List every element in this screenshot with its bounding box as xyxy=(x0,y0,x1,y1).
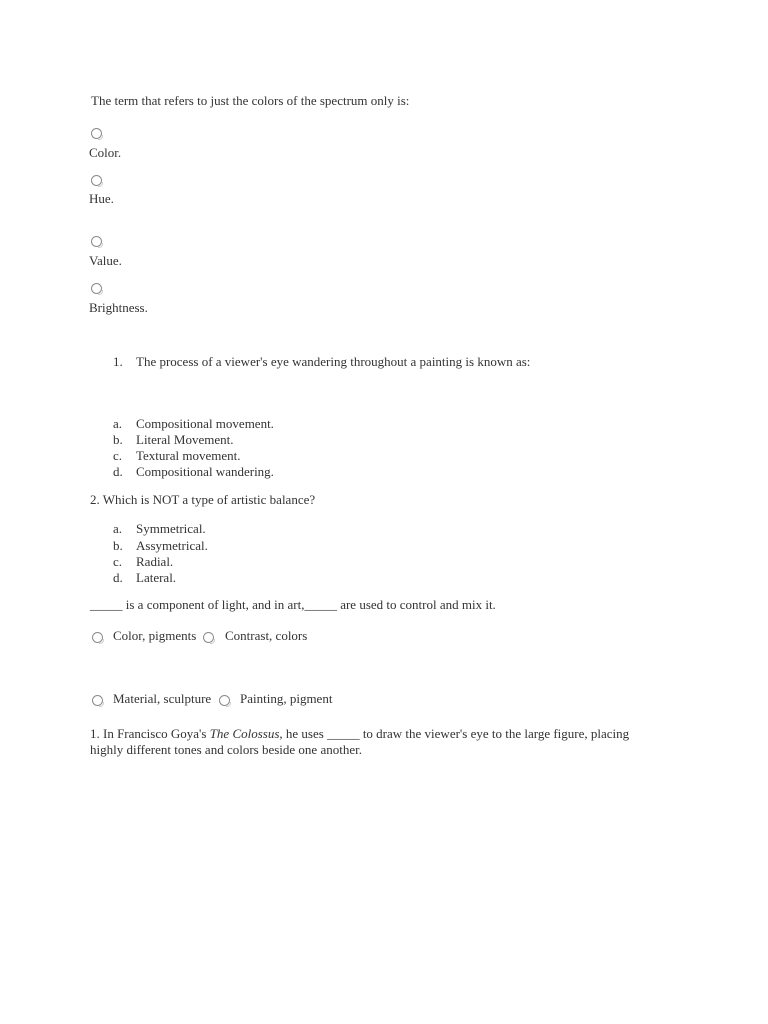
radio-value[interactable] xyxy=(91,236,102,247)
question-light-component: _____ is a component of light, and in art,_____ are used to control and mix it. xyxy=(90,597,496,612)
choice-text: Compositional movement. xyxy=(136,416,274,431)
list-marker: b. xyxy=(113,432,123,447)
list-item xyxy=(113,538,208,554)
choice-text: Lateral. xyxy=(136,570,177,585)
radio-color[interactable] xyxy=(91,128,102,139)
option-label-hue: Hue. xyxy=(89,191,114,206)
list-marker: a. xyxy=(113,521,123,536)
question-eye-movement xyxy=(113,354,530,370)
question-text-suffix: he uses _____ to draw the viewer's eye to the large figure, placing xyxy=(282,726,630,741)
question-artistic-balance: 2. Which is NOT a type of artistic balance? xyxy=(90,492,316,507)
option-label-value: Value. xyxy=(89,253,122,268)
list-item xyxy=(113,448,241,464)
question-text: The process of a viewer's eye wandering throughout a painting is known as: xyxy=(136,354,531,369)
list-item xyxy=(113,416,274,432)
choice-text: Symmetrical. xyxy=(136,521,206,536)
list-item xyxy=(113,554,173,570)
option-label-material-sculpture: Material, sculpture xyxy=(113,691,212,706)
list-marker: d. xyxy=(113,570,123,585)
radio-brightness[interactable] xyxy=(91,283,102,294)
radio-material-sculpture[interactable] xyxy=(92,695,103,706)
radio-contrast-colors[interactable] xyxy=(203,632,214,643)
list-marker: c. xyxy=(113,448,123,463)
option-label-color-pigments: Color, pigments xyxy=(113,628,197,643)
option-label-painting-pigment: Painting, pigment xyxy=(240,691,333,706)
list-marker: c. xyxy=(113,554,123,569)
choice-text: Literal Movement. xyxy=(136,432,234,447)
question-spectrum-colors: The term that refers to just the colors of the spectrum only is: xyxy=(91,93,410,108)
choice-text: Compositional wandering. xyxy=(136,464,274,479)
option-label-contrast-colors: Contrast, colors xyxy=(225,628,308,643)
list-item xyxy=(113,521,206,537)
list-item xyxy=(113,570,176,586)
choice-text: Assymetrical. xyxy=(136,538,208,553)
question-number: 1. xyxy=(113,354,123,369)
list-item xyxy=(113,432,233,448)
radio-color-pigments[interactable] xyxy=(92,632,103,643)
choice-text: Radial. xyxy=(136,554,174,569)
radio-painting-pigment[interactable] xyxy=(219,695,230,706)
list-marker: d. xyxy=(113,464,123,479)
question-text-prefix: 1. In Francisco Goya's xyxy=(90,726,210,741)
list-marker: b. xyxy=(113,538,123,553)
question-goya-continuation: highly different tones and colors beside one another. xyxy=(90,742,362,757)
option-label-color: Color. xyxy=(89,145,122,160)
list-item xyxy=(113,464,274,480)
artwork-title: The Colossus, xyxy=(209,726,283,741)
option-label-brightness: Brightness. xyxy=(89,300,148,315)
choice-text: Textural movement. xyxy=(136,448,241,463)
question-goya-colossus xyxy=(90,726,629,742)
radio-hue[interactable] xyxy=(91,175,102,186)
list-marker: a. xyxy=(113,416,123,431)
